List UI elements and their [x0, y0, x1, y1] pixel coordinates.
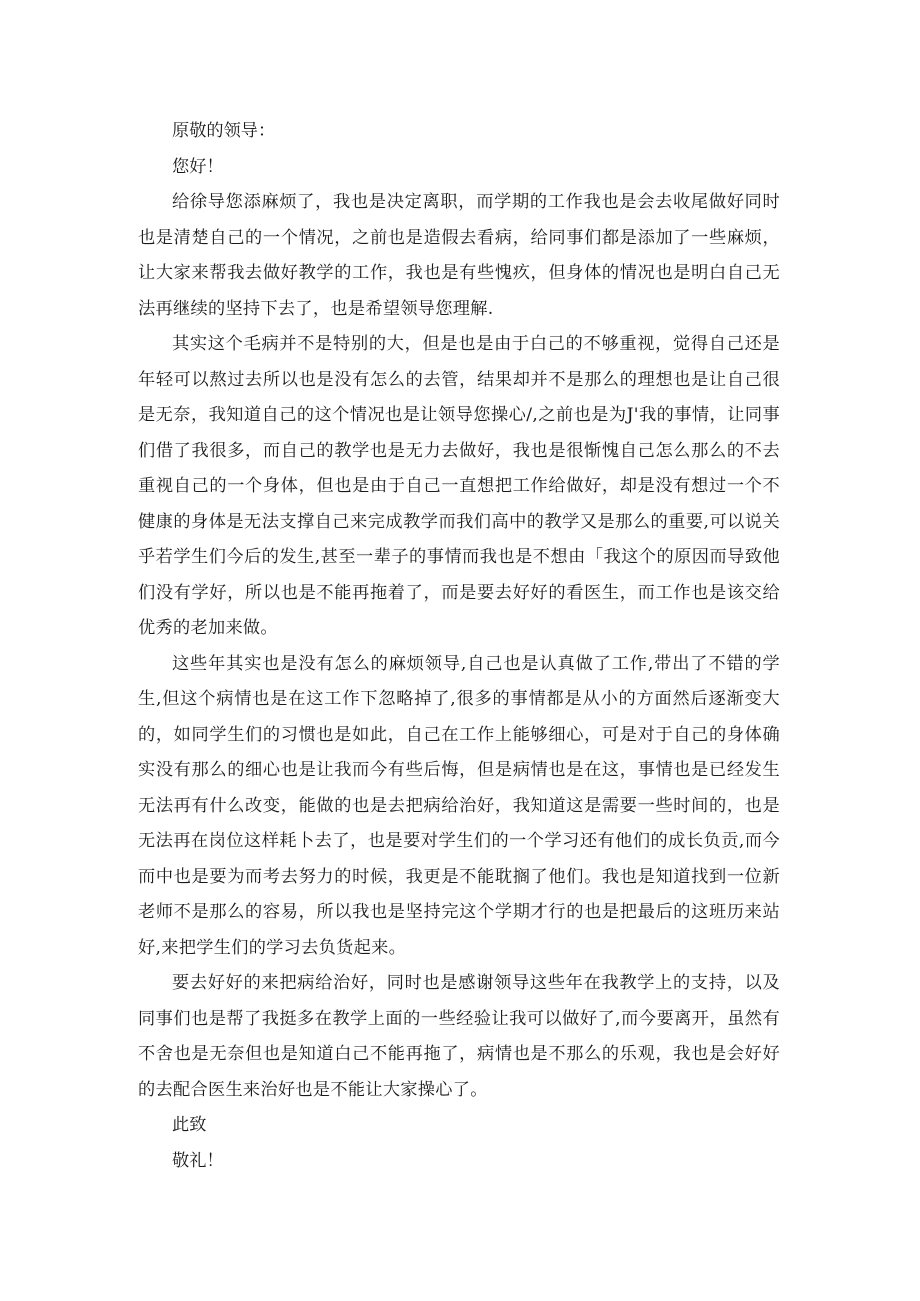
- paragraph-4: 要去好好的来把病给治好，同时也是感谢领导这些年在我教学上的支持，以及同事们也是帮了我挺多在教学上面的一些经验让我可以做好了,而今要离开，虽然有不舍也是无奈但也是知道白己不能再拖了，病情也是不那么的乐观，我也是会好好的去配合医生来治好也是不能让大家操心了。: [138, 973, 780, 1100]
- paragraph-3: 这些年其实也是没有怎么的麻烦领导,自己也是认真做了工作,带出了不错的学生,但这个病情也是在这工作下忽略掉了,很多的事情都是从小的方面然后逐渐变大的，如同学生们的习惯也是如此，自己在工作上能够细心，可是对于自己的身体确实没有那么的细心也是让我而今有些后悔，但是病情也是在这，事情也是已经发生无法再有什么改变，能做的也是去把病给治好，我知道这是需要一些时间的，也是无法再在岗位这样耗卜去了，也是要对学生们的一个学习还有他们的成长负贡,而今而中也是要为而考去努力的时候，我更是不能耽搁了他们。我也是知道找到一位新老师不是那么的容易，所以我也是坚持完这个学期才行的也是把最后的这班历来站好,来把学生们的学习去负货起来。: [138, 653, 780, 958]
- salutation: 原敬的领导：: [172, 121, 276, 141]
- paragraph-1: 给徐导您添麻烦了，我也是决定离职，而学期的工作我也是会去收尾做好同时也是清楚自己的一个情况，之前也是造假去看病，给同事们都是添加了一些麻烦，让大家来帮我去做好教学的工作，我也是有些愧疚，但身体的情况也是明白自己无法再继续的坚持下去了，也是希望领导您理解.: [138, 192, 780, 319]
- letter-body: [138, 114, 780, 1179]
- greeting: 您好！: [172, 156, 224, 177]
- closing-respectfully: 此致: [172, 1115, 207, 1135]
- closing-salute: 敬礼！: [172, 1150, 224, 1171]
- paragraph-2: 其实这个毛病并不是特别的大，但是也是由于白己的不够重视，觉得自己还是年轻可以熬过去所以也是没有怎么的去管，结果却并不是那么的理想也是让自己很是无奈，我知道自己的这个情况也是让领导您操心/,之前也是为J'我的事情，让同事们借了我很多，而自己的教学也是无力去做好，我也是很惭愧自己怎么那么的不去重视自己的一个身体，但也是由于自己一直想把工作给做好，却是没有想过一个不健康的身体是无法支撑自己来完成教学而我们高中的教学又是那么的重要,可以说关乎若学生们今后的发生,甚至一辈子的事情而我也是不想由「我这个的原因而导致他们没有学好，所以也是不能再拖着了，而是要去好好的看医生，而工作也是该交给优秀的老加来做。: [138, 334, 780, 638]
